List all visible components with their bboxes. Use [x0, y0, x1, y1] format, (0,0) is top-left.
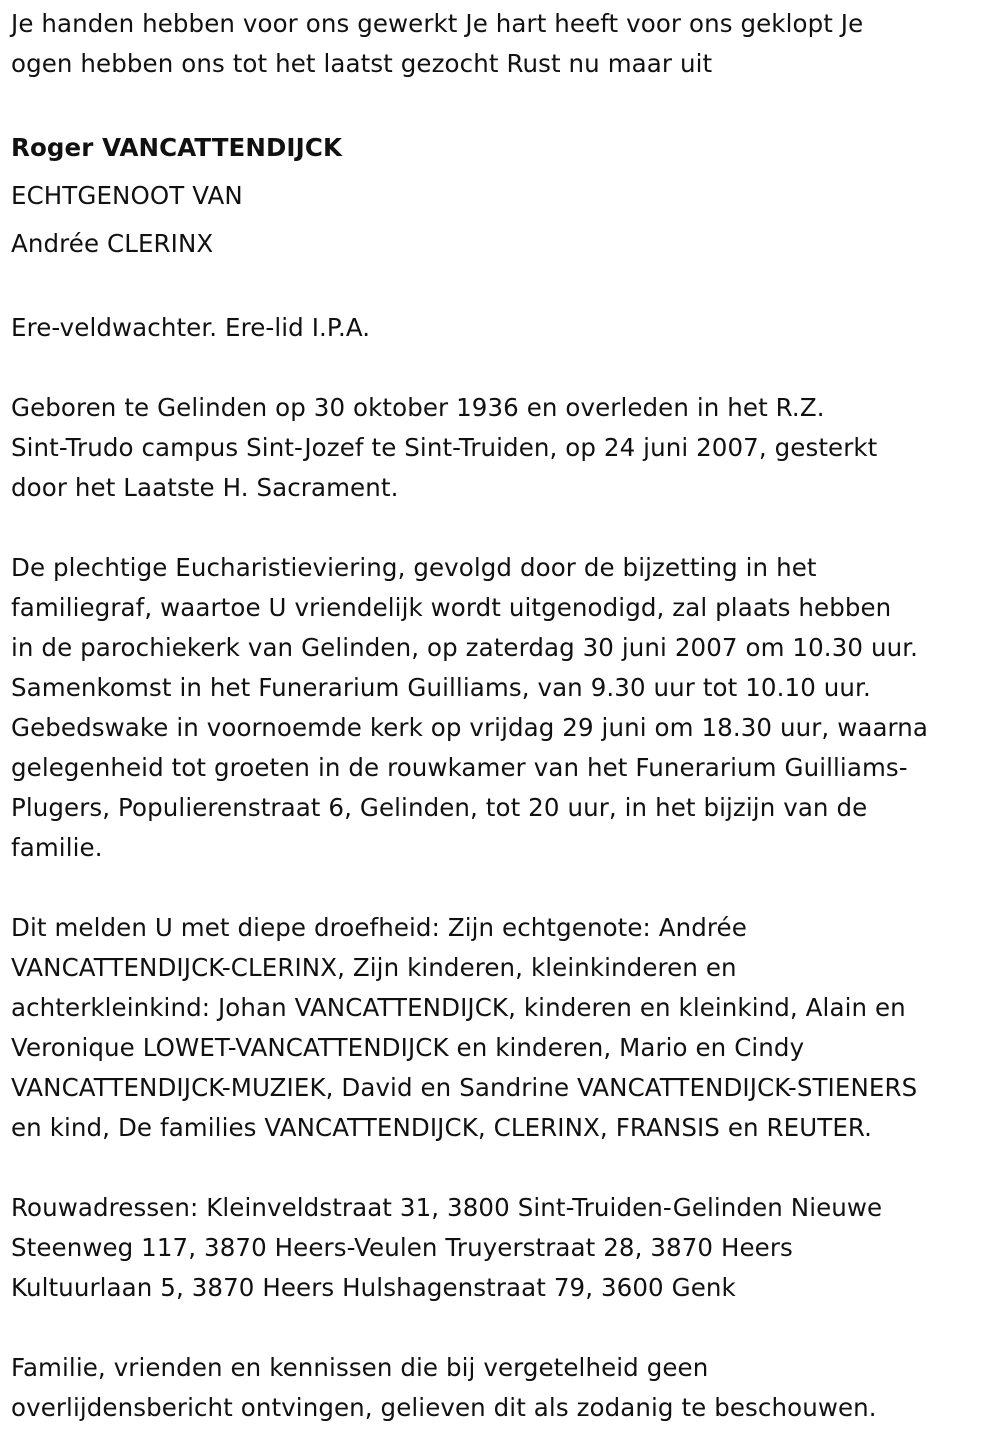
birth-death-paragraph: [11, 388, 996, 508]
deceased-block: [11, 124, 996, 268]
deceased-name: Roger VANCATTENDIJCK: [11, 133, 343, 162]
paragraph-line: gelegenheid tot groeten in de rouwkamer van het Funerarium Guilliams-: [11, 753, 908, 782]
paragraph-line: in de parochiekerk van Gelinden, op zaterdag 30 juni 2007 om 10.30 uur.: [11, 633, 919, 662]
announcement-paragraph: [11, 908, 996, 1148]
spacer: [11, 1308, 996, 1348]
paragraph-line: Rouwadressen: Kleinveldstraat 31, 3800 Sint-Truiden-Gelinden Nieuwe: [11, 1193, 883, 1222]
paragraph-line: Plugers, Populierenstraat 6, Gelinden, tot 20 uur, in het bijzijn van de: [11, 793, 868, 822]
opening-verse: [11, 4, 996, 84]
paragraph-line: door het Laatste H. Sacrament.: [11, 473, 399, 502]
paragraph-line: en kind, De families VANCATTENDIJCK, CLERINX, FRANSIS en REUTER.: [11, 1113, 873, 1142]
spacer: [11, 508, 996, 548]
obituary-document: [11, 4, 996, 1428]
paragraph-line: Gebedswake in voornoemde kerk op vrijdag 29 juni om 18.30 uur, waarna: [11, 713, 929, 742]
paragraph-line: familiegraf, waartoe U vriendelijk wordt uitgenodigd, zal plaats hebben: [11, 593, 892, 622]
paragraph-line: Veronique LOWET-VANCATTENDIJCK en kinderen, Mario en Cindy: [11, 1033, 805, 1062]
verse-line: ogen hebben ons tot het laatst gezocht Rust nu maar uit: [11, 49, 713, 78]
paragraph-line: De plechtige Eucharistieviering, gevolgd door de bijzetting in het: [11, 553, 817, 582]
closing-paragraph: [11, 1348, 996, 1428]
spacer: [11, 84, 996, 124]
ceremony-paragraph: [11, 548, 996, 868]
verse-line: Je handen hebben voor ons gewerkt Je hart heeft voor ons geklopt Je: [11, 9, 864, 38]
spacer: [11, 1148, 996, 1188]
spacer: [11, 348, 996, 388]
paragraph-line: Sint-Trudo campus Sint-Jozef te Sint-Truiden, op 24 juni 2007, gesterkt: [11, 433, 878, 462]
paragraph-line: Dit melden U met diepe droefheid: Zijn echtgenote: Andrée: [11, 913, 747, 942]
paragraph-line: VANCATTENDIJCK-CLERINX, Zijn kinderen, kleinkinderen en: [11, 953, 737, 982]
relation-label: ECHTGENOOT VAN: [11, 181, 243, 210]
paragraph-line: Steenweg 117, 3870 Heers-Veulen Truyerstraat 28, 3870 Heers: [11, 1233, 793, 1262]
paragraph-line: Geboren te Gelinden op 30 oktober 1936 en overleden in het R.Z.: [11, 393, 825, 422]
paragraph-line: Familie, vrienden en kennissen die bij vergetelheid geen: [11, 1353, 709, 1382]
spacer: [11, 868, 996, 908]
titles-paragraph: [11, 308, 996, 348]
paragraph-line: familie.: [11, 833, 103, 862]
paragraph-line: Kultuurlaan 5, 3870 Heers Hulshagenstraat 79, 3600 Genk: [11, 1273, 736, 1302]
spacer: [11, 268, 996, 308]
addresses-paragraph: [11, 1188, 996, 1308]
spouse-name: Andrée CLERINX: [11, 229, 214, 258]
paragraph-line: achterkleinkind: Johan VANCATTENDIJCK, kinderen en kleinkind, Alain en: [11, 993, 906, 1022]
paragraph-line: Samenkomst in het Funerarium Guilliams, van 9.30 uur tot 10.10 uur.: [11, 673, 871, 702]
titles-line: Ere-veldwachter. Ere-lid I.P.A.: [11, 313, 371, 342]
paragraph-line: overlijdensbericht ontvingen, gelieven dit als zodanig te beschouwen.: [11, 1393, 877, 1422]
paragraph-line: VANCATTENDIJCK-MUZIEK, David en Sandrine VANCATTENDIJCK-STIENERS: [11, 1073, 918, 1102]
